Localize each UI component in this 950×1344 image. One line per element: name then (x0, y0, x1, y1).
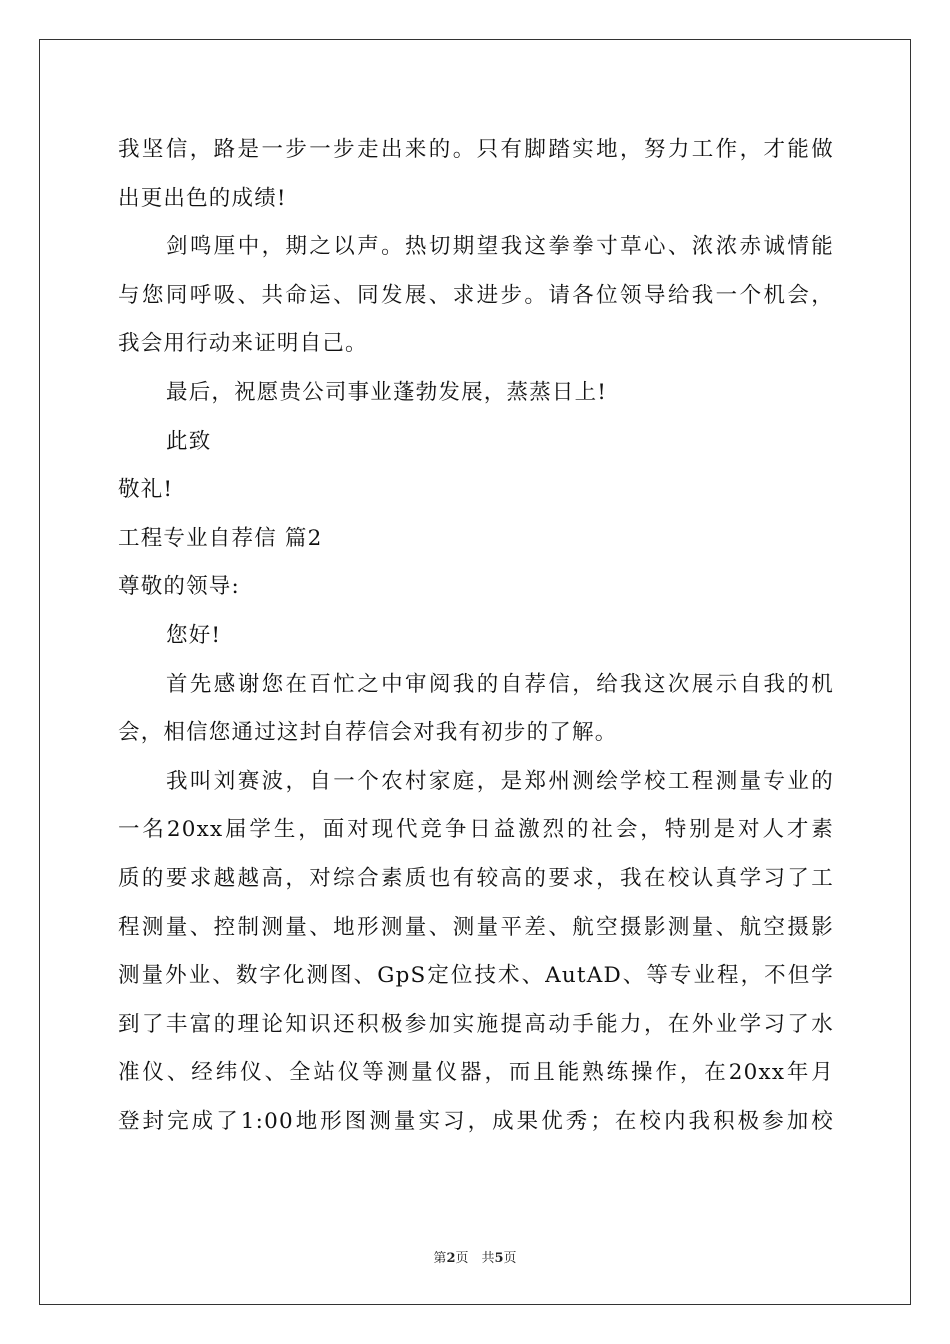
paragraph-line: 首先感谢您在百忙之中审阅我的自荐信，给我这次展示自我的机 (166, 671, 834, 697)
text-line: 程测量、控制测量、地形测量、测量平差、航空摄影测量、航空摄影 (118, 914, 834, 940)
total-page-number: 5 (494, 1251, 504, 1266)
greeting-recipient: 尊敬的领导: (118, 574, 240, 600)
paragraph-line: 剑鸣厘中，期之以声。热切期望我这拳拳寸草心、浓浓赤诚情能 (166, 234, 834, 260)
text-line: 登封完成了1:00地形图测量实习，成果优秀；在校内我积极参加校 (118, 1108, 834, 1134)
closing-regards: 敬礼! (118, 477, 174, 503)
text-line: 我坚信，路是一步一步走出来的。只有脚踏实地，努力工作，才能做 (118, 137, 834, 162)
text-line: 会，相信您通过这封自荐信会对我有初步的了解。 (118, 720, 618, 746)
text-line: 测量外业、数字化测图、GpS定位技术、AutAD、等专业程，不但学 (118, 963, 835, 989)
greeting: 您好! (166, 622, 222, 648)
document-body (118, 128, 834, 1148)
page-footer (0, 1247, 950, 1266)
text-line: 出更出色的成绩! (118, 185, 287, 211)
text-line: 准仪、经纬仪、全站仪等测量仪器，而且能熟练操作，在20xx年月 (118, 1060, 834, 1086)
text-line: 与您同呼吸、共命运、同发展、求进步。请各位领导给我一个机会， (118, 282, 834, 308)
closing-salutation: 此致 (166, 428, 212, 454)
page-label-suffix: 页 (503, 1251, 517, 1266)
text-line: 我会用行动来证明自己。 (118, 331, 368, 357)
paragraph-line: 我叫刘赛波，自一个农村家庭，是郑州测绘学校工程测量专业的 (166, 768, 834, 794)
section-title: 工程专业自荐信 篇2 (118, 525, 323, 551)
page-label-prefix: 第 (433, 1251, 447, 1266)
text-line: 到了丰富的理论知识还积极参加实施提高动手能力，在外业学习了水 (118, 1011, 834, 1037)
text-line: 质的要求越越高，对综合素质也有较高的要求，我在校认真学习了工 (118, 865, 834, 891)
text-line: 一名20xx届学生，面对现代竞争日益激烈的社会，特别是对人才素 (118, 817, 834, 843)
current-page-number: 2 (446, 1251, 456, 1266)
paragraph-line: 最后，祝愿贵公司事业蓬勃发展，蒸蒸日上! (166, 379, 608, 405)
page-label-mid: 页 共 (455, 1251, 495, 1266)
